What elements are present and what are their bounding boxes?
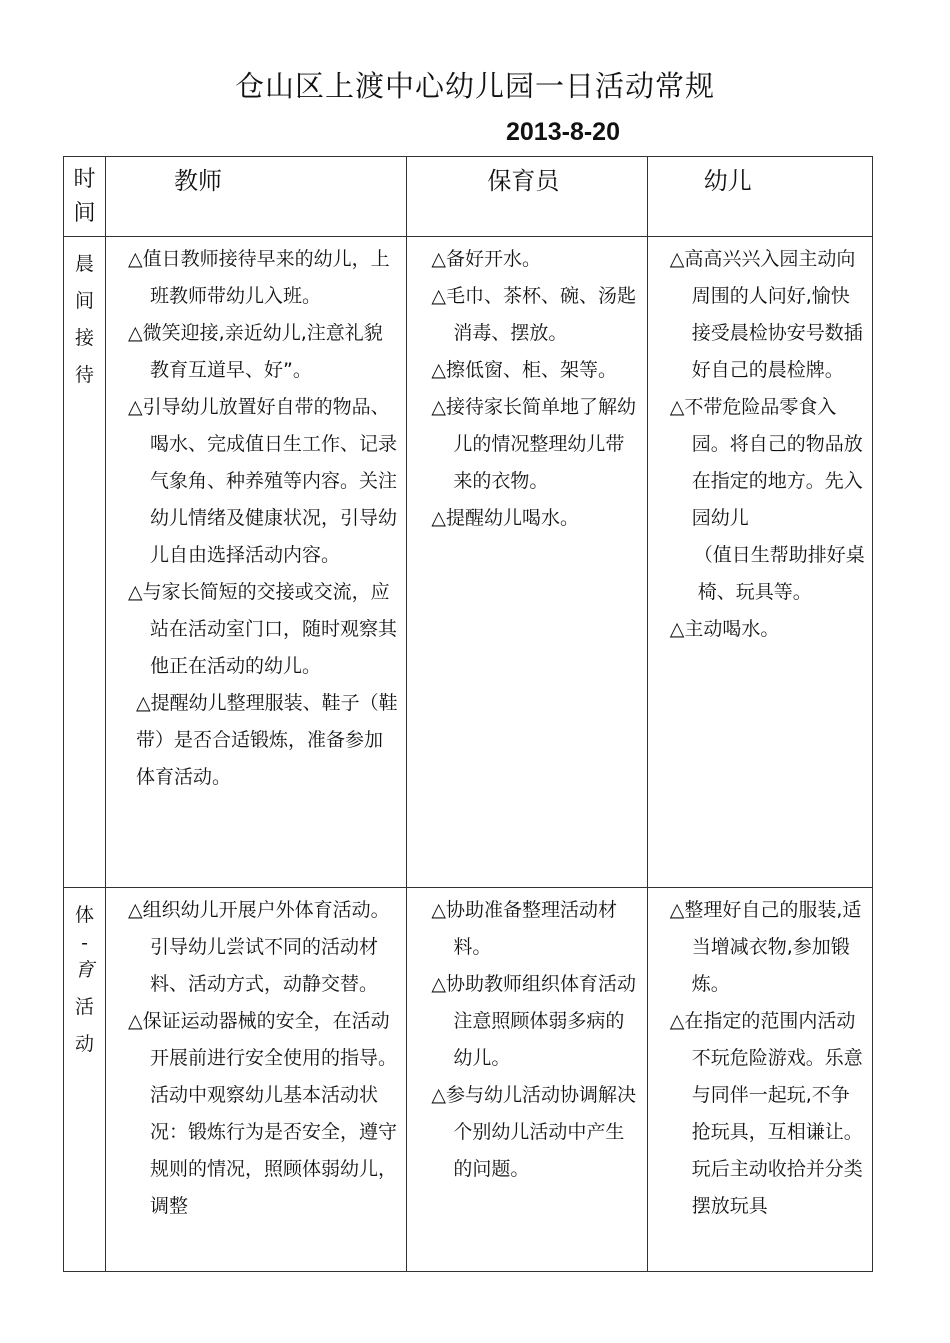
header-teacher [106, 157, 407, 237]
time-cell-pe [64, 888, 106, 1272]
schedule-table [63, 156, 873, 1272]
header-time [64, 157, 106, 237]
time-char: - [81, 932, 88, 954]
list-item: △参与幼儿活动协调解决个别幼儿活动中产生的问题。 [431, 1084, 637, 1180]
list-item: △不带危险品零食入园。将自己的物品放在指定的地方。先入园幼儿 [669, 396, 863, 529]
list-item: △在指定的范围内活动不玩危险游戏。乐意与同伴一起玩,不争抢玩具，互相谦让。玩后主动收拾并分类摆放玩具 [669, 1010, 863, 1217]
list-item: △组织幼儿开展户外体育活动。引导幼儿尝试不同的活动材料、活动方式，动静交替。 [128, 899, 390, 995]
list-item: △擦低窗、柜、架等。 [431, 359, 618, 381]
list-item: △毛巾、茶杯、碗、汤匙消毒、摆放。 [431, 285, 637, 344]
nurse-cell-morning [407, 237, 647, 888]
page-title: 仓山区上渡中心幼儿园一日活动常规 [234, 69, 715, 103]
list-item: △主动喝水。 [669, 618, 780, 640]
list-item: △值日教师接待早来的幼儿，上班教师带幼儿入班。 [128, 248, 390, 307]
time-char: 待 [75, 364, 95, 386]
list-item: △协助教师组织体育活动注意照顾体弱多病的幼儿。 [431, 973, 637, 1069]
time-char: 间 [75, 290, 95, 312]
time-char: 晨 [75, 253, 95, 275]
time-char: 体 [75, 904, 95, 926]
list-item: △整理好自己的服装,适当增减衣物,参加锻炼。 [669, 899, 862, 995]
header-child-label: 幼儿 [703, 167, 752, 195]
header-teacher-label: 教师 [174, 167, 223, 195]
child-cell-pe [647, 888, 872, 1272]
list-item: △保证运动器械的安全，在活动开展前进行安全使用的指导。活动中观察幼儿基本活动状况：锻炼行为是否安全，遵守规则的情况，照顾体弱幼儿，调整 [128, 1010, 398, 1217]
list-item: （值日生帮助排好桌椅、玩具等。 [693, 544, 865, 603]
list-item: △接待家长简单地了解幼儿的情况整理幼儿带来的衣物。 [431, 396, 637, 492]
time-char: 接 [75, 327, 95, 349]
time-cell-morning [64, 237, 106, 888]
header-child [647, 157, 872, 237]
list-item: △提醒幼儿整理服装、鞋子（鞋带）是否合适锻炼，准备参加体育活动。 [136, 692, 398, 788]
header-time-label: 时间 [73, 167, 96, 226]
list-item: △引导幼儿放置好自带的物品、喝水、完成值日生工作、记录气象角、种养殖等内容。关注幼儿情绪及健康状况，引导幼儿自由选择活动内容。 [128, 396, 398, 566]
time-char: 育 [75, 959, 95, 981]
list-item: △备好开水。 [431, 248, 542, 270]
table-row [64, 237, 873, 888]
header-nurse [407, 157, 647, 237]
header-row [64, 157, 873, 237]
time-char: 动 [75, 1033, 95, 1055]
list-item: △与家长简短的交接或交流，应站在活动室门口，随时观察其他正在活动的幼儿。 [128, 581, 398, 677]
teacher-cell-pe [106, 888, 407, 1272]
list-item: △微笑迎接,亲近幼儿,注意礼貌教育互道早、好”。 [128, 322, 383, 381]
child-cell-morning [647, 237, 872, 888]
teacher-cell-morning [106, 237, 407, 888]
list-item: △高高兴兴入园主动向周围的人问好,愉快接受晨检协安号数插好自己的晨检牌。 [669, 248, 863, 381]
list-item: △协助准备整理活动材料。 [431, 899, 618, 958]
document-date: 2013-8-20 [506, 118, 620, 146]
time-char: 活 [75, 996, 95, 1018]
table-row [64, 888, 873, 1272]
list-item: △提醒幼儿喝水。 [431, 507, 580, 529]
nurse-cell-pe [407, 888, 647, 1272]
header-nurse-label: 保育员 [487, 167, 560, 195]
